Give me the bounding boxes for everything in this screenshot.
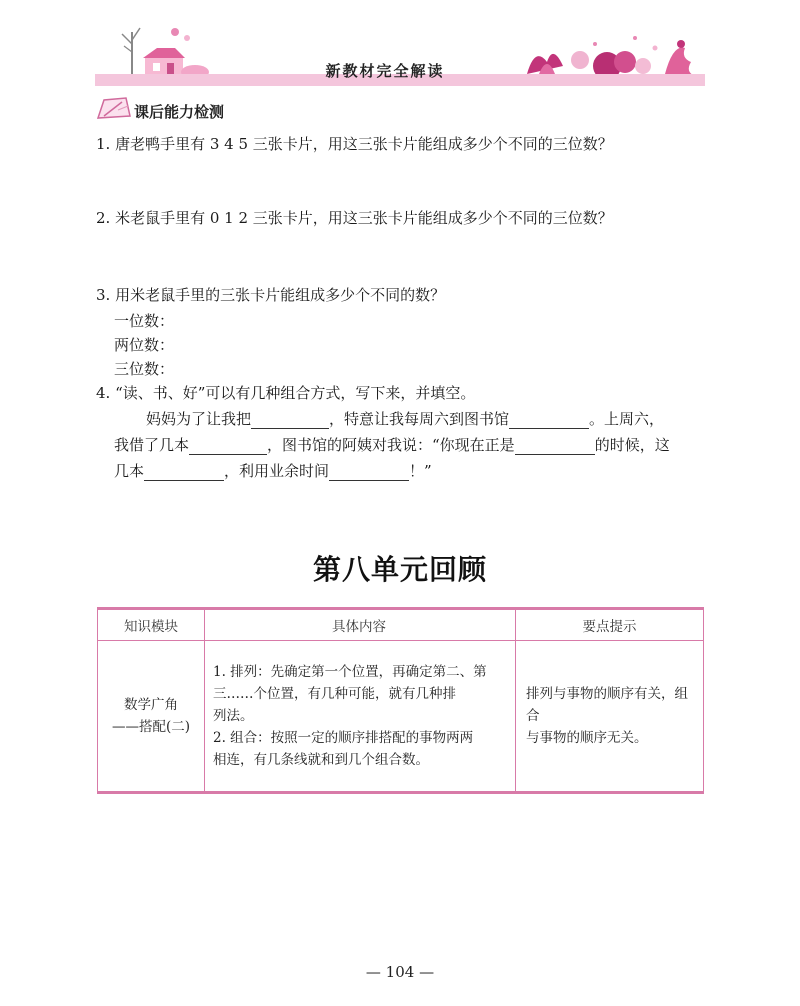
fill-blank[interactable]: [509, 412, 589, 429]
question-4-line-3: [114, 460, 432, 481]
section-heading-label: 课后能力检测: [134, 103, 225, 121]
module-line: 数学广角: [124, 697, 178, 713]
content-line: 2. 组合：按照一定的顺序排搭配的事物两两: [213, 730, 474, 746]
module-cell: [98, 641, 205, 793]
q4-text-segment: ！”: [409, 462, 432, 480]
question-4-line-1: [146, 408, 664, 429]
question-1: 1. 唐老鸭手里有 3 4 5 三张卡片，用这三张卡片能组成多少个不同的三位数？: [96, 135, 613, 153]
q4-text-segment: 几本: [114, 462, 145, 480]
tips-line: 排列与事物的顺序有关，组合: [526, 686, 688, 724]
pencil-note-icon: [96, 96, 132, 122]
content-line: 1. 排列：先确定第一个位置，再确定第二、第: [213, 664, 487, 680]
q4-text-segment: 妈妈为了让我把: [146, 410, 252, 428]
column-header: 要点提示: [516, 609, 704, 641]
q4-text-segment: ，特意让我每周六到图书馆: [329, 410, 510, 428]
fill-blank[interactable]: [329, 464, 409, 481]
q4-text-segment: 。上周六，: [589, 410, 665, 428]
question-3-item-1: 一位数：: [114, 312, 175, 330]
question-4: 4. “读、书、好”可以有几种组合方式，写下来，并填空。: [96, 384, 476, 402]
plants-illustration: [527, 36, 695, 80]
q4-text-segment: ，图书馆的阿姨对我说：“你现在正是: [267, 436, 515, 454]
question-4-line-2: [114, 434, 670, 455]
question-2: 2. 米老鼠手里有 0 1 2 三张卡片，用这三张卡片能组成多少个不同的三位数？: [96, 209, 613, 227]
q4-text-segment: 的时候，这: [594, 436, 670, 454]
content-line: 三……个位置，有几种可能，就有几种排: [213, 686, 456, 702]
fill-blank[interactable]: [189, 438, 267, 455]
fill-blank[interactable]: [144, 464, 224, 481]
page-header: [95, 14, 705, 86]
unit-review-table: [97, 607, 704, 794]
tips-line: 与事物的顺序无关。: [526, 730, 648, 746]
page-number: — 104 —: [365, 963, 435, 981]
module-line: ——搭配(二): [111, 719, 191, 735]
q4-text-segment: 我借了几本: [114, 436, 190, 454]
content-line: 相连，有几条线就和到几个组合数。: [213, 752, 429, 768]
q4-text-segment: ，利用业余时间: [224, 462, 330, 480]
fill-blank[interactable]: [515, 438, 595, 455]
content-line: 列法。: [213, 708, 254, 724]
fill-blank[interactable]: [251, 412, 329, 429]
column-header: 知识模块: [98, 609, 205, 641]
table-row: [98, 641, 704, 793]
header-title: 新教材完全解读: [325, 62, 445, 80]
unit-review-title: 第八单元回顾: [312, 553, 487, 586]
content-cell: [205, 641, 516, 793]
question-3: 3. 用米老鼠手里的三张卡片能组成多少个不同的数？: [96, 286, 446, 304]
tree-house-illustration: [122, 28, 209, 79]
tips-cell: [516, 641, 704, 793]
column-header: 具体内容: [205, 609, 516, 641]
question-3-item-2: 两位数：: [114, 336, 175, 354]
table-header-row: [98, 609, 704, 641]
question-3-item-3: 三位数：: [114, 360, 175, 378]
